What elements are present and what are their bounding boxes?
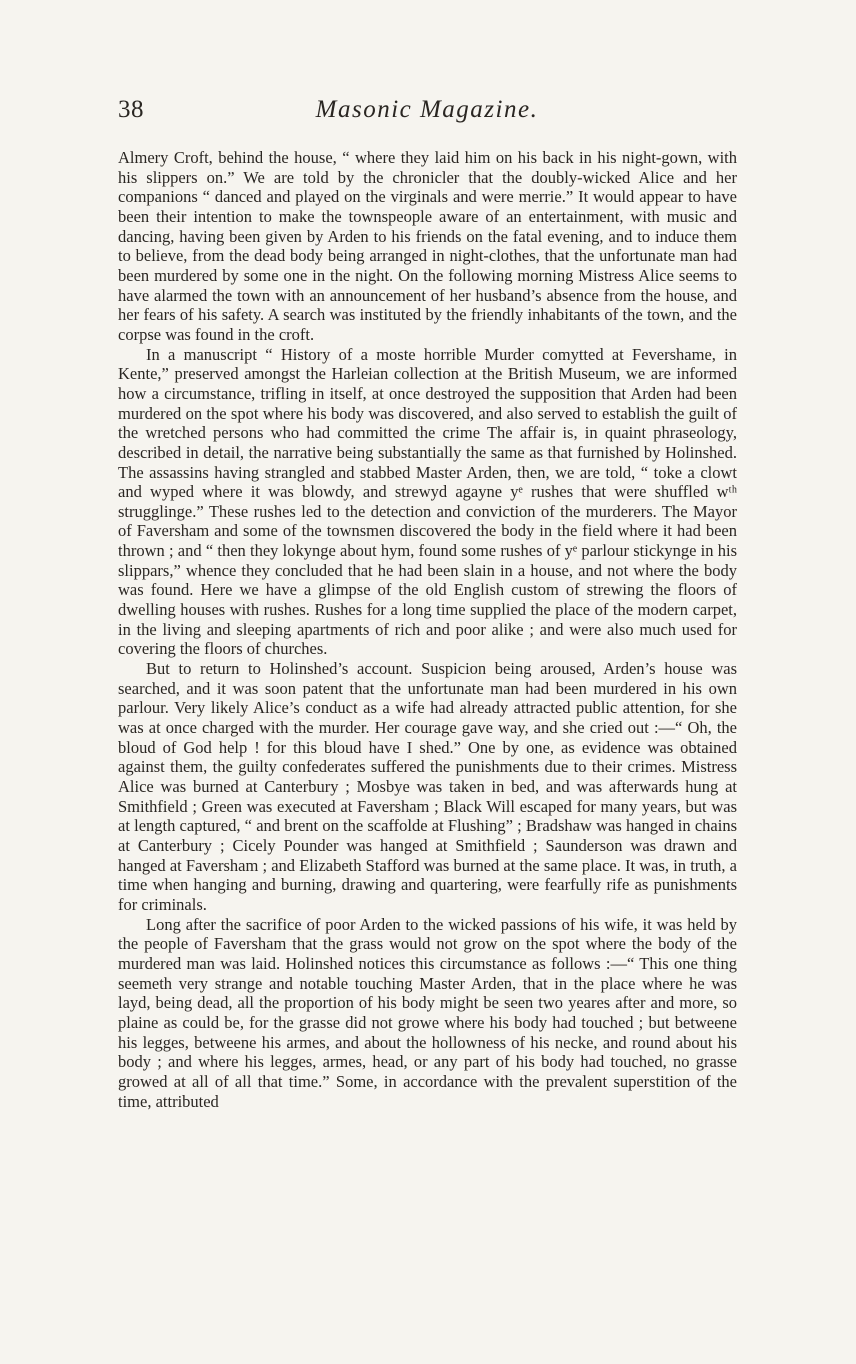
article-body <box>118 148 737 1111</box>
page-number: 38 <box>118 96 144 123</box>
running-title: Masonic Magazine. <box>315 96 539 123</box>
paragraph: Almery Croft, behind the house, “ where they laid him on his back in his night-gown, with his slippers on.” We are told by the chronicler that the doubly-wicked Alice and her companions “ danced and played on the virginals and were merrie.” It would appear to have been their intention to make the townspeople aware of an entertainment, with music and dancing, having been given by Arden to his friends on the fatal evening, and to induce them to believe, from the dead body being arranged in night-clothes, that the unfortunate man had been murdered by some one in the night. On the following morning Mistress Alice seems to have alarmed the town with an announcement of her husband’s absence from the house, and her fears of his safety. A search was instituted by the friendly inhabitants of the town, and the corpse was found in the croft. <box>118 148 737 344</box>
page-header <box>118 94 736 134</box>
paragraph: But to return to Holinshed’s account. Suspicion being aroused, Arden’s house was searched, and it was soon patent that the unfortunate man had been murdered in his own parlour. Very likely Alice’s conduct as a wife had already attracted public attention, for she was at once charged with the murder. Her courage gave way, and she cried out :—“ Oh, the bloud of God help ! for this bloud have I shed.” One by one, as evidence was obtained against them, the guilty confederates suffered the punishments due to their crimes. Mistress Alice was burned at Canterbury ; Mosbye was taken in bed, and was afterwards hung at Smithfield ; Green was executed at Faversham ; Black Will escaped for many years, but was at length captured, “ and brent on the scaffolde at Flushing” ; Bradshaw was hanged in chains at Canterbury ; Cicely Pounder was hanged at Smithfield ; Saunderson was drawn and hanged at Faversham ; and Elizabeth Stafford was burned at the same place. It was, in truth, a time when hanging and burning, drawing and quartering, were fearfully rife as punishments for criminals. <box>118 659 737 914</box>
paragraph: In a manuscript “ History of a moste horrible Murder comytted at Fevershame, in Kente,” preserved amongst the Harleian collection at the British Museum, we are informed how a circumstance, trifling in itself, at once destroyed the supposition that Arden had been murdered on the spot where his body was discovered, and also served to establish the guilt of the wretched persons who had committed the crime The affair is, in quaint phraseology, described in detail, the narrative being substantially the same as that furnished by Holinshed. The assassins having strangled and stabbed Master Arden, then, we are told, “ toke a clowt and wyped where it was blowdy, and strewyd agayne yᵉ rushes that were shuffled wᵗʰ strugglinge.” These rushes led to the detection and conviction of the murderers. The Mayor of Faversham and some of the townsmen discovered the body in the field where it had been thrown ; and “ then they lokynge about hym, found some rushes of yᵉ parlour stickynge in his slippars,” whence they concluded that he had been slain in a house, and not where the body was found. Here we have a glimpse of the old English custom of strewing the floors of dwelling houses with rushes. Rushes for a long time supplied the place of the modern carpet, in the living and sleeping apartments of rich and poor alike ; and were also much used for covering the floors of churches. <box>118 344 737 659</box>
paragraph: Long after the sacrifice of poor Arden to the wicked passions of his wife, it was held by the people of Faversham that the grass would not grow on the spot where the body of the murdered man was laid. Holinshed notices this circumstance as follows :—“ This one thing seemeth very strange and notable touching Master Arden, that in the place where he was layd, being dead, all the proportion of his body might be seen two yeares after and more, so plaine as could be, for the grasse did not growe where his body had touched ; but betweene his legges, betweene his armes, and about the hollowness of his necke, and round about his body ; and where his legges, armes, head, or any part of his body had touched, no grasse growed at all of all that time.” Some, in accordance with the prevalent superstition of the time, attributed <box>118 914 737 1111</box>
